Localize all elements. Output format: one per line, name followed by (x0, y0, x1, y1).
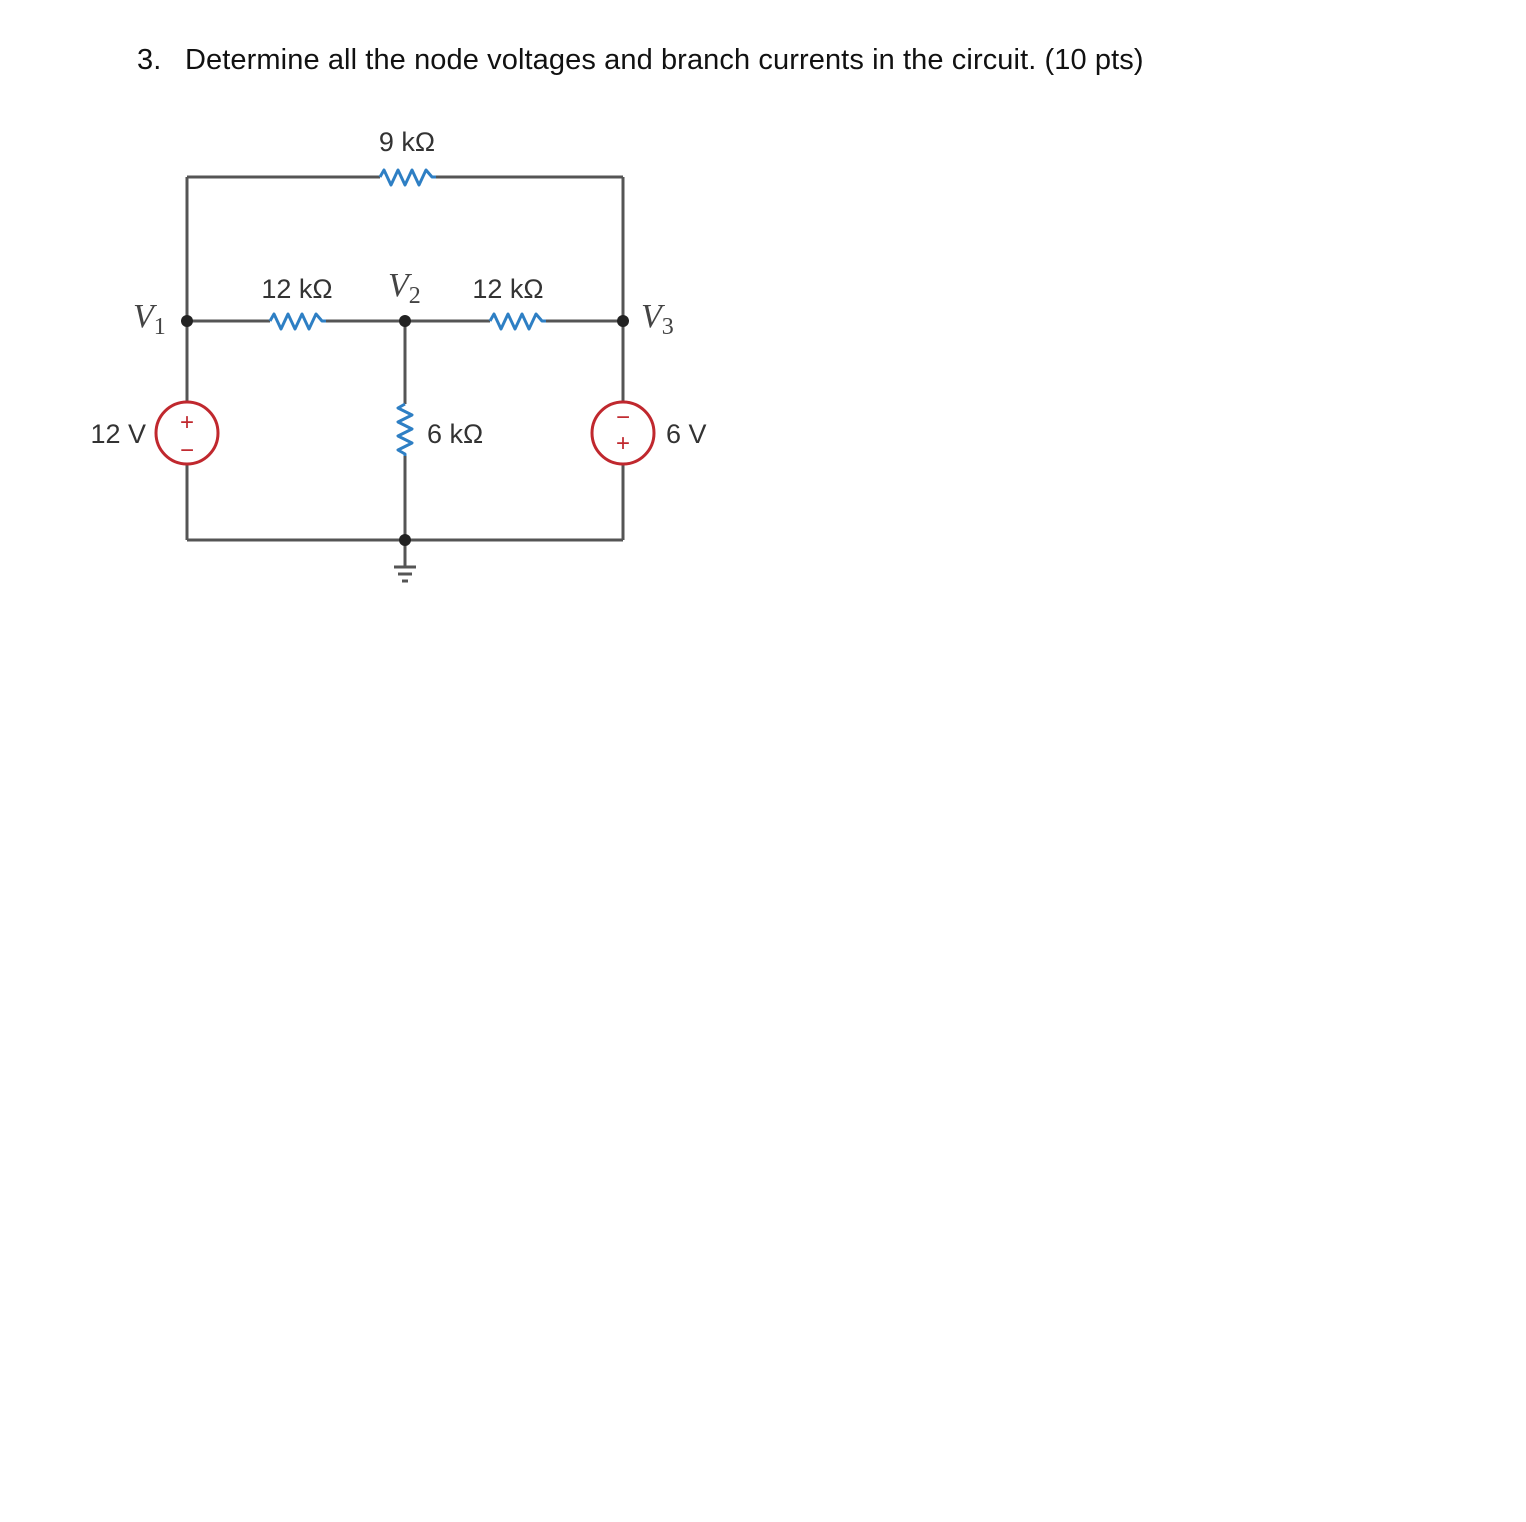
node-v2-sub: 2 (408, 283, 421, 309)
resistor-middle-label: 6 kΩ (427, 419, 484, 449)
resistor-left-label: 12 kΩ (261, 274, 333, 304)
node-v1-label (133, 298, 166, 340)
question-body: Determine all the node voltages and branch currents in the circuit. (10 pts) (185, 44, 1144, 76)
node-v3-letter: V (641, 298, 662, 335)
resistor-middle-icon (398, 404, 412, 456)
source-right (592, 402, 654, 464)
resistor-top-icon (380, 170, 436, 185)
node-v1-dot (181, 315, 193, 327)
ground-icon (394, 567, 416, 581)
node-ground-dot (399, 534, 411, 546)
node-v3-sub: 3 (661, 314, 674, 340)
source-left-plus: + (179, 409, 195, 436)
resistor-left-icon (270, 314, 326, 329)
source-left (156, 402, 218, 464)
node-v3-dot (617, 315, 629, 327)
resistor-right-icon (490, 314, 546, 329)
source-left-minus: − (179, 437, 195, 464)
wires (187, 177, 623, 566)
node-v2-dot (399, 315, 411, 327)
node-v2-label (388, 267, 421, 309)
source-right-minus: − (615, 404, 631, 431)
resistor-right-label: 12 kΩ (472, 274, 544, 304)
node-v1-sub: 1 (153, 314, 166, 340)
node-v3-label (641, 298, 674, 340)
source-right-label: 6 V (666, 419, 707, 449)
source-right-plus: + (615, 430, 631, 457)
node-v1-letter: V (133, 298, 154, 335)
node-v2-letter: V (388, 267, 409, 304)
source-left-label: 12 V (90, 419, 146, 449)
resistor-top-label: 9 kΩ (378, 127, 436, 157)
question-number: 3. (137, 44, 162, 76)
